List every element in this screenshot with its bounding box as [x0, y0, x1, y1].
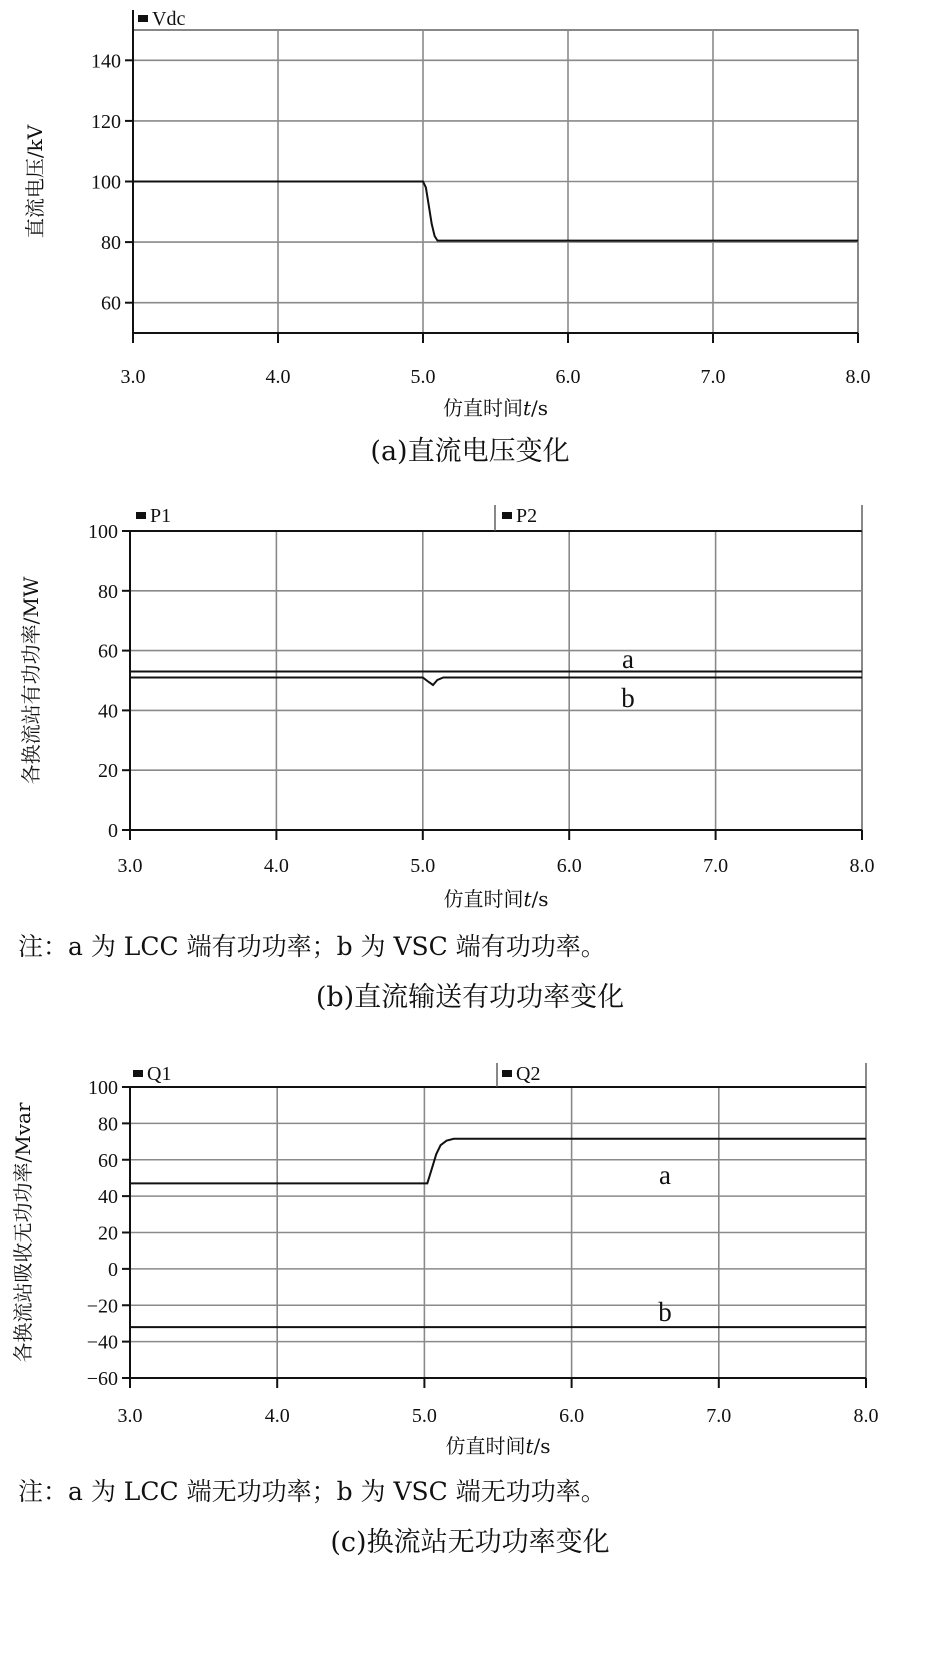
- y-tick-label: 100: [88, 521, 118, 543]
- y-tick-label: 60: [98, 1149, 118, 1172]
- chart-panel-a: [23, 8, 871, 467]
- y-axis-label: 各换流站吸收无功功率/Mvar: [11, 1102, 35, 1363]
- x-tick-label: 5.0: [411, 1405, 437, 1427]
- series-line-q1: [130, 1139, 866, 1184]
- x-tick-label: 6.0: [555, 366, 581, 388]
- y-tick-label: −40: [86, 1331, 118, 1354]
- x-tick-label: 3.0: [117, 1405, 143, 1427]
- legend-swatch: [502, 512, 512, 519]
- y-tick-label: 40: [98, 700, 118, 723]
- x-tick-label: 5.0: [410, 366, 436, 388]
- y-tick-label: 140: [91, 50, 121, 73]
- x-tick-label: 4.0: [265, 366, 291, 388]
- series-marker-a: a: [659, 1160, 671, 1190]
- y-tick-label: 80: [98, 580, 118, 603]
- chart-panel-c: [11, 1063, 879, 1558]
- y-tick-label: 100: [88, 1077, 118, 1099]
- y-tick-label: −60: [86, 1368, 118, 1390]
- figure-note: 注：a 为 LCC 端有功功率；b 为 VSC 端有功功率。: [18, 932, 606, 961]
- y-tick-label: 100: [91, 171, 121, 194]
- y-axis-label: 各换流站有功功率/MW: [19, 576, 43, 785]
- legend-label: Q1: [147, 1063, 172, 1085]
- legend-item: [502, 505, 537, 527]
- y-tick-label: 20: [98, 760, 118, 783]
- x-tick-label: 3.0: [117, 855, 143, 877]
- series-line-vdc: [133, 182, 858, 241]
- chart-panel-b: [18, 505, 875, 1013]
- legend-label: Q2: [516, 1063, 541, 1085]
- x-tick-label: 4.0: [264, 1405, 290, 1427]
- figure-caption: (a)直流电压变化: [370, 436, 570, 467]
- y-tick-label: 0: [108, 820, 118, 842]
- legend-swatch: [133, 1070, 143, 1077]
- series-marker-a: a: [622, 644, 634, 674]
- x-tick-label: 4.0: [263, 855, 289, 877]
- y-tick-label: 0: [108, 1258, 118, 1281]
- legend-swatch: [136, 512, 146, 519]
- x-axis-label: 仿直时间t/s: [445, 1434, 551, 1458]
- figure-note: 注：a 为 LCC 端无功功率；b 为 VSC 端无功功率。: [18, 1477, 606, 1506]
- y-tick-label: 80: [101, 232, 121, 255]
- y-tick-label: 20: [98, 1222, 118, 1245]
- y-tick-label: 40: [98, 1186, 118, 1209]
- legend-label: P2: [516, 505, 538, 527]
- plot-frame: [130, 531, 862, 830]
- y-tick-label: −20: [86, 1295, 118, 1318]
- figure-caption: (b)直流输送有功功率变化: [315, 982, 625, 1013]
- x-tick-label: 7.0: [703, 855, 729, 877]
- x-tick-label: 3.0: [120, 366, 146, 388]
- legend-label: P1: [150, 505, 172, 527]
- legend-item: [133, 1063, 171, 1085]
- y-axis-label: 直流电压/kV: [23, 124, 47, 239]
- x-axis-label: 仿直时间t/s: [443, 887, 549, 911]
- series-marker-b: b: [658, 1297, 672, 1327]
- x-axis-label: 仿直时间t/s: [442, 396, 549, 420]
- x-tick-label: 6.0: [559, 1405, 585, 1427]
- x-tick-label: 8.0: [853, 1405, 879, 1427]
- x-tick-label: 7.0: [706, 1405, 732, 1427]
- figure-caption: (c)换流站无功功率变化: [330, 1527, 610, 1558]
- series-marker-b: b: [621, 683, 635, 713]
- legend-item: [136, 505, 171, 527]
- x-tick-label: 7.0: [700, 366, 726, 388]
- x-tick-label: 6.0: [556, 855, 582, 877]
- legend-swatch: [502, 1070, 512, 1077]
- x-tick-label: 8.0: [849, 855, 875, 877]
- legend-item: [138, 8, 185, 30]
- x-tick-label: 5.0: [410, 855, 436, 877]
- y-tick-label: 120: [91, 110, 121, 133]
- legend-label: Vdc: [152, 8, 186, 30]
- legend-item: [502, 1063, 540, 1085]
- y-tick-label: 60: [98, 640, 118, 663]
- legend-swatch: [138, 15, 148, 22]
- x-tick-label: 8.0: [845, 366, 871, 388]
- series-line-p2: [130, 678, 862, 686]
- y-tick-label: 60: [101, 292, 121, 315]
- y-tick-label: 80: [98, 1113, 118, 1136]
